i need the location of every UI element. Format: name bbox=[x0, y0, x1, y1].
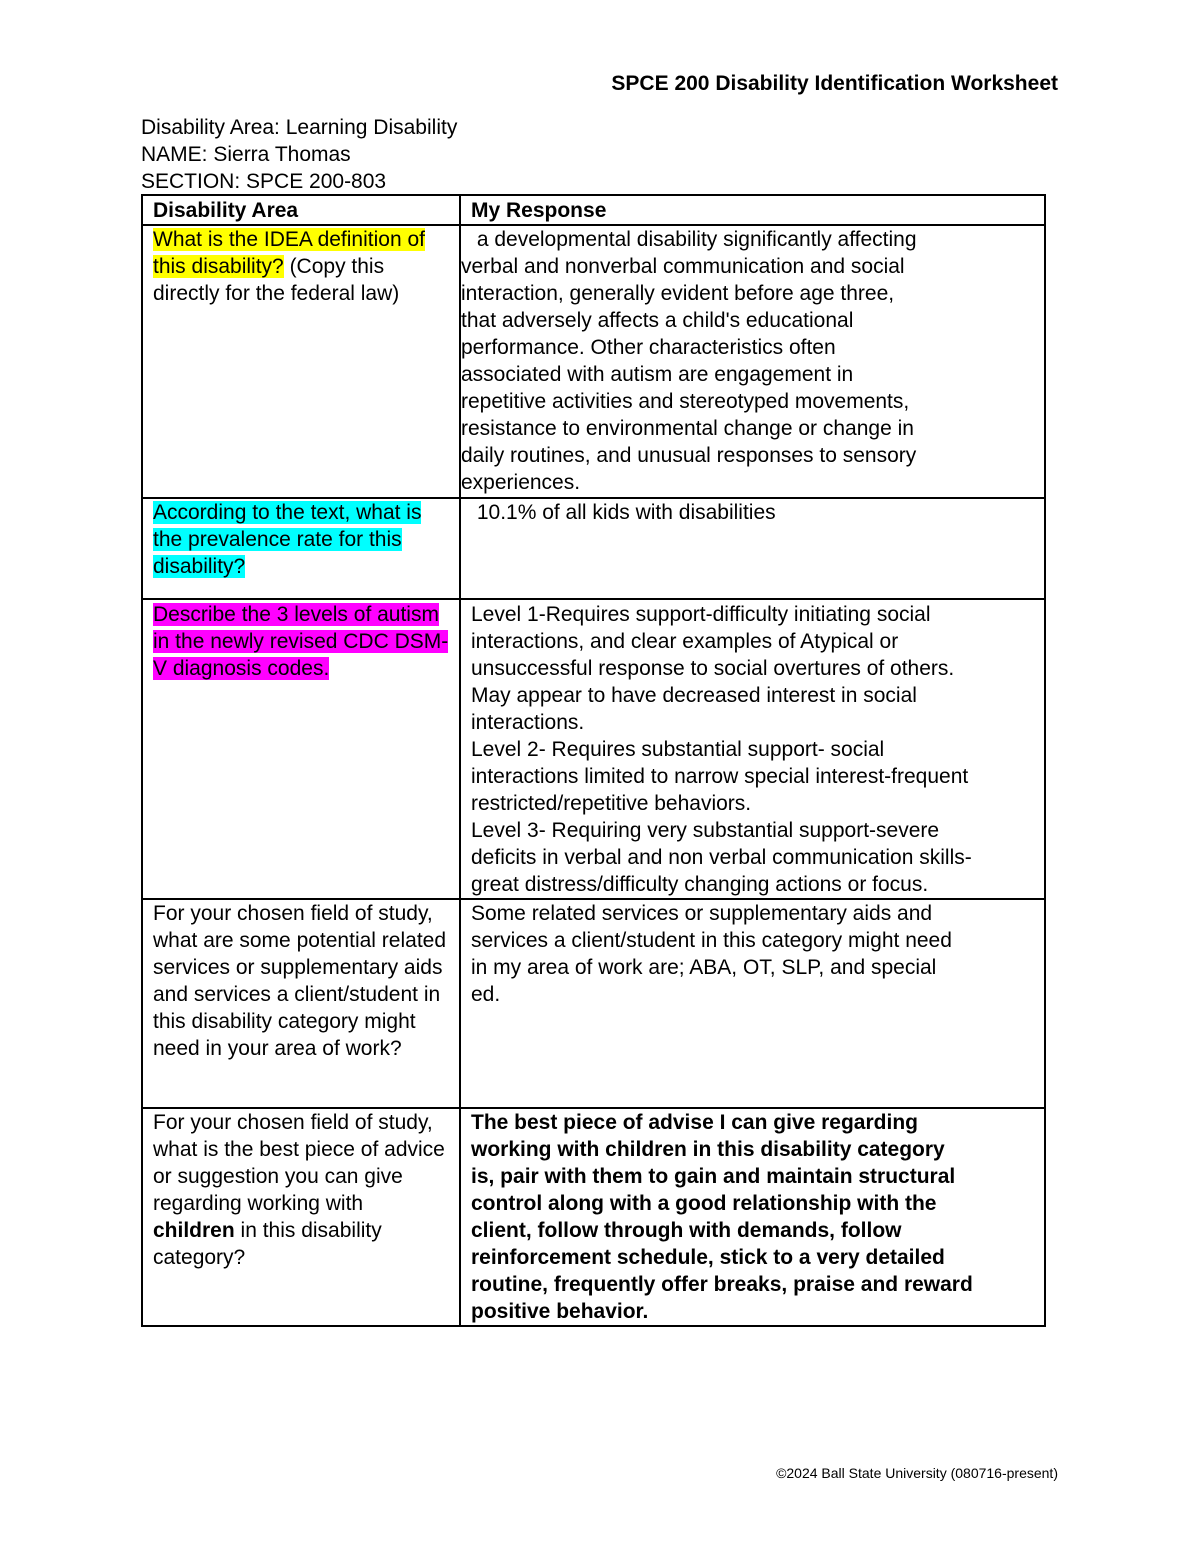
question-text: in this disability category? bbox=[153, 1219, 382, 1269]
response-cell bbox=[460, 899, 1045, 1108]
response-cell bbox=[460, 599, 1045, 899]
response-line: ed. bbox=[471, 983, 501, 1006]
response-line: that adversely affects a child's educational bbox=[461, 309, 854, 332]
highlighted-question: What is the IDEA definition of this disability? bbox=[153, 228, 425, 278]
response-line: restricted/repetitive behaviors. bbox=[471, 792, 752, 815]
section-label: SECTION: SPCE 200-803 bbox=[141, 170, 387, 193]
worksheet-title: SPCE 200 Disability Identification Worksheet bbox=[611, 72, 1058, 95]
response-line: deficits in verbal and non verbal communication skills- bbox=[471, 846, 972, 869]
response-line: reinforcement schedule, stick to a very detailed bbox=[471, 1246, 945, 1269]
table-row bbox=[142, 899, 1045, 1108]
response-line: working with children in this disability category bbox=[471, 1138, 945, 1161]
highlighted-question: Describe the 3 levels of autism in the newly revised CDC DSM-V diagnosis codes. bbox=[153, 603, 449, 680]
response-line: Some related services or supplementary aids and bbox=[471, 902, 933, 925]
table-header-row bbox=[142, 195, 1045, 225]
response-line: a developmental disability significantly affecting bbox=[471, 228, 917, 251]
response-line: The best piece of advise I can give regarding bbox=[471, 1111, 918, 1134]
response-line: interactions limited to narrow special interest-frequent bbox=[471, 765, 969, 788]
response-line: resistance to environmental change or change in bbox=[461, 417, 914, 440]
table-row bbox=[142, 1108, 1045, 1326]
question-emphasis: children bbox=[153, 1219, 235, 1242]
worksheet-table bbox=[141, 194, 1046, 1327]
response-line: 10.1% of all kids with disabilities bbox=[471, 501, 776, 524]
response-line: Level 3- Requiring very substantial support-severe bbox=[471, 819, 940, 842]
response-line: unsuccessful response to social overtures of others. bbox=[471, 657, 955, 680]
response-line: repetitive activities and stereotyped movements, bbox=[461, 390, 910, 413]
question-text: (Copy this directly for the federal law) bbox=[153, 255, 400, 305]
column-header-my-response: My Response bbox=[460, 195, 1045, 225]
response-line: experiences. bbox=[461, 471, 581, 494]
response-line: verbal and nonverbal communication and social bbox=[461, 255, 905, 278]
response-cell bbox=[460, 498, 1045, 599]
response-line: interaction, generally evident before age three, bbox=[461, 282, 895, 305]
response-line: Level 1-Requires support-difficulty initiating social bbox=[471, 603, 931, 626]
column-header-disability-area: Disability Area bbox=[142, 195, 460, 225]
table-row bbox=[142, 599, 1045, 899]
response-line: control along with a good relationship with the bbox=[471, 1192, 937, 1215]
response-line: routine, frequently offer breaks, praise and reward bbox=[471, 1273, 973, 1296]
response-line: positive behavior. bbox=[471, 1300, 649, 1323]
response-cell bbox=[460, 225, 1045, 498]
response-line: Level 2- Requires substantial support- social bbox=[471, 738, 885, 761]
copyright-footer: ©2024 Ball State University (080716-present) bbox=[776, 1465, 1058, 1481]
response-line: May appear to have decreased interest in social bbox=[471, 684, 917, 707]
response-line: associated with autism are engagement in bbox=[461, 363, 854, 386]
response-line: is, pair with them to gain and maintain structural bbox=[471, 1165, 956, 1188]
table-row bbox=[142, 225, 1045, 498]
question-cell bbox=[142, 225, 460, 498]
response-line: client, follow through with demands, follow bbox=[471, 1219, 902, 1242]
question-cell bbox=[142, 599, 460, 899]
highlighted-question: According to the text, what is the prevalence rate for this disability? bbox=[153, 501, 422, 578]
question-cell: For your chosen field of study, what are some potential related services or supplementary aids and services a client/student in this disability category might need in your area of work? bbox=[142, 899, 460, 1108]
response-line: great distress/difficulty changing actions or focus. bbox=[471, 873, 929, 896]
response-line: daily routines, and unusual responses to sensory bbox=[461, 444, 917, 467]
disability-area-label: Disability Area: Learning Disability bbox=[141, 116, 458, 139]
question-text: For your chosen field of study, what is the best piece of advice or suggestion you can give regarding working with bbox=[153, 1111, 445, 1215]
response-line: in my area of work are; ABA, OT, SLP, and special bbox=[471, 956, 937, 979]
response-line: interactions. bbox=[471, 711, 585, 734]
question-cell bbox=[142, 498, 460, 599]
student-name: NAME: Sierra Thomas bbox=[141, 143, 351, 166]
student-info bbox=[141, 114, 457, 195]
response-line: services a client/student in this category might need bbox=[471, 929, 952, 952]
response-cell bbox=[460, 1108, 1045, 1326]
table-row bbox=[142, 498, 1045, 599]
response-line: interactions, and clear examples of Atypical or bbox=[471, 630, 899, 653]
question-cell bbox=[142, 1108, 460, 1326]
response-line: performance. Other characteristics often bbox=[461, 336, 836, 359]
